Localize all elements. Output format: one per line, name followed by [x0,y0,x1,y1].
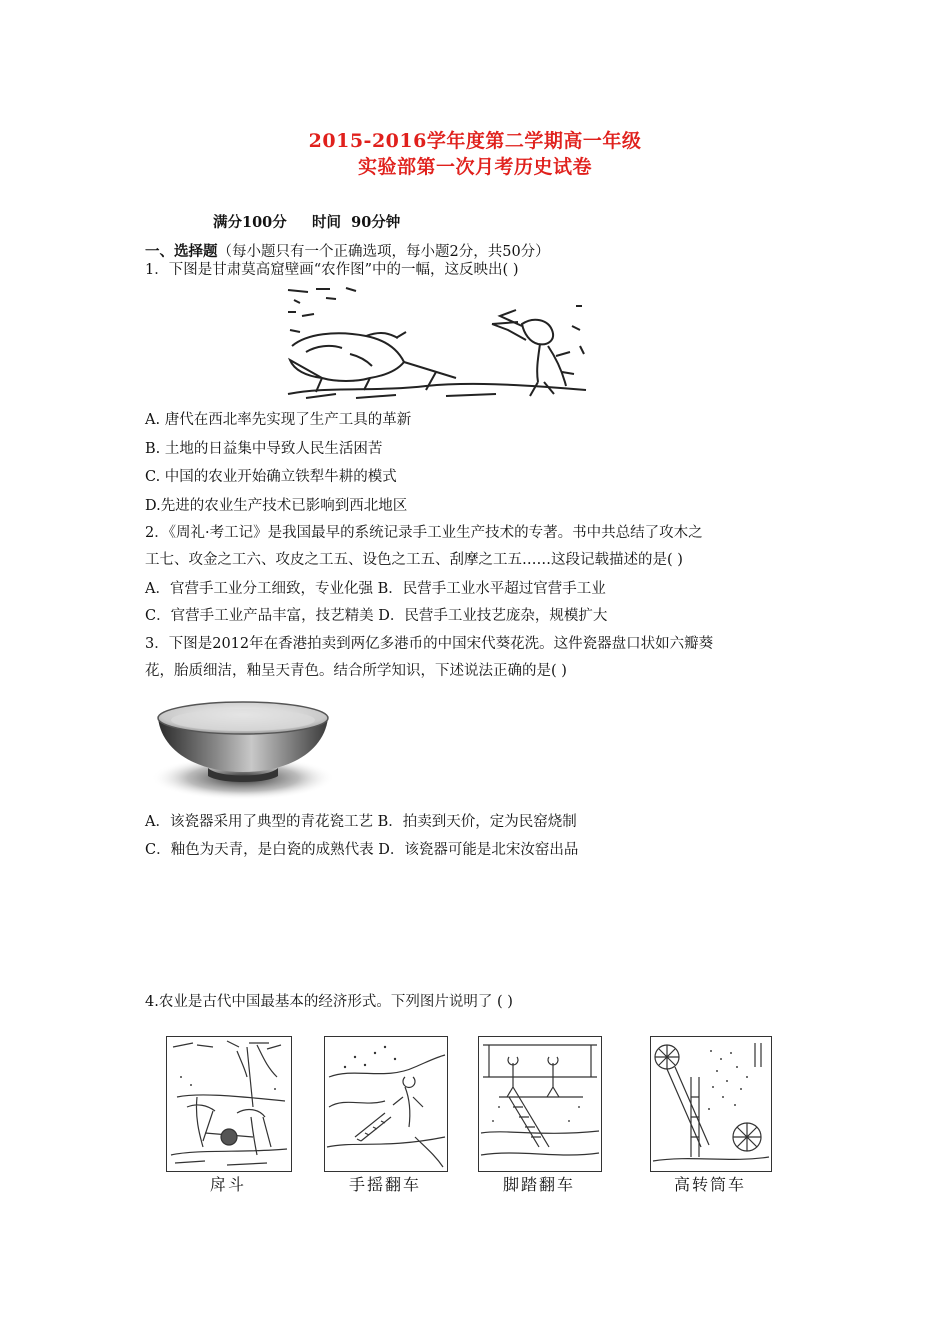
q1-stem: 1．下图是甘肃莫高窟壁画“农作图”中的一幅，这反映出( ) [145,262,519,278]
q2-stem-line2: 工七、攻金之工六、攻皮之工五、设色之工五、刮摩之工五……这段记载描述的是( ) [145,552,683,568]
q3-bowl-image [148,692,338,804]
q1-option-c: C. 中国的农业开始确立铁犁牛耕的模式 [145,469,397,485]
bowl-drawing [148,692,338,804]
q4-caption-gaozhuan: 高转筒车 [673,1175,746,1194]
q4-stem: 4.农业是古代中国最基本的经济形式。下列图片说明了 ( ) [145,994,513,1010]
q1-option-a: A. 唐代在西北率先实现了生产工具的革新 [145,412,412,428]
q2-options-line1: A．官营手工业分工细致，专业化强 B．民营手工业水平超过官营手工业 [145,581,606,597]
q1-option-d: D.先进的农业生产技术已影响到西北地区 [145,498,408,514]
q1-mural-image [286,286,588,400]
hudou-drawing [167,1037,291,1171]
q4-caption-jiaota: 脚踏翻车 [502,1175,575,1194]
mural-drawing [286,286,588,400]
q2-options-line2: C．官营手工业产品丰富，技艺精美 D．民营手工业技艺庞杂，规模扩大 [145,608,608,624]
q3-options-line2: C．釉色为天青，是白瓷的成熟代表 D．该瓷器可能是北宋汝窑出品 [145,842,579,858]
exam-title-line2: 实验部第一次月考历史试卷 [357,156,592,178]
q4-caption-shouyao: 手摇翻车 [348,1175,421,1194]
q4-image-jiaota [478,1036,602,1172]
section-title: 一、选择题 [145,243,218,260]
q4-image-shouyao [324,1036,448,1172]
q3-stem-line2: 花，胎质细洁，釉呈天青色。结合所学知识，下述说法正确的是( ) [145,663,567,679]
q4-caption-hudou: 戽斗 [209,1175,246,1194]
q4-image-gaozhuan [650,1036,772,1172]
q4-image-hudou [166,1036,292,1172]
jiaota-drawing [479,1037,601,1171]
exam-meta: 满分100分 时间 90分钟 [213,214,401,231]
q1-option-b: B. 土地的日益集中导致人民生活困苦 [145,441,383,457]
section-heading [145,242,550,262]
exam-title-line1: 2015-2016学年度第二学期高一年级 [308,130,642,152]
section-note: （每小题只有一个正确选项，每小题2分，共50分） [217,244,550,260]
q3-stem-line1: 3．下图是2012年在香港拍卖到两亿多港币的中国宋代葵花洗。这件瓷器盘口状如六瓣葵 [145,636,714,652]
q2-stem-line1: 2．《周礼·考工记》是我国最早的系统记录手工业生产技术的专著。书中共总结了攻木之 [145,525,703,541]
shouyao-drawing [325,1037,447,1171]
gaozhuan-drawing [651,1037,771,1171]
q3-options-line1: A．该瓷器采用了典型的青花瓷工艺 B．拍卖到天价，定为民窑烧制 [145,814,577,830]
